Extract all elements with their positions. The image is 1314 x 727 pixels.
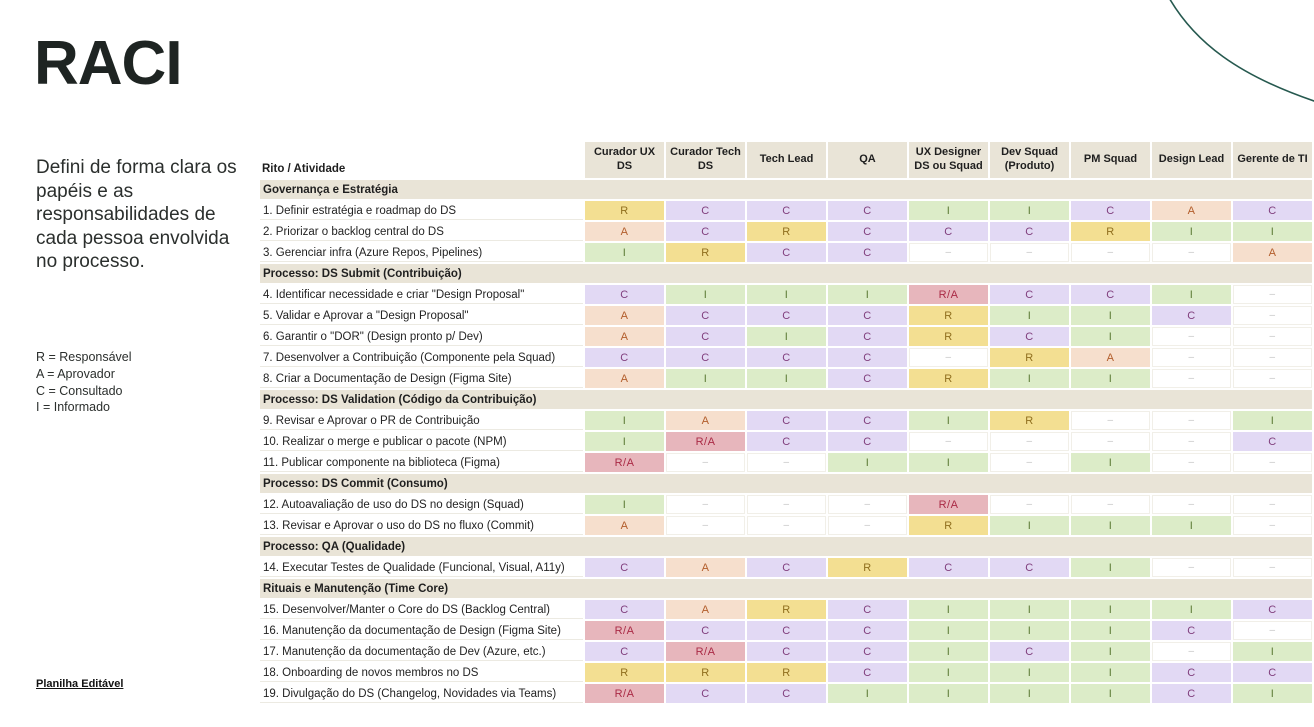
raci-cell: C <box>828 327 907 346</box>
raci-cell: C <box>990 222 1069 241</box>
activity-row <box>260 243 1312 262</box>
column-header-role: UX Designer DS ou Squad <box>909 142 988 178</box>
raci-cell: A <box>1152 201 1231 220</box>
raci-cell: R <box>585 201 664 220</box>
raci-cell: I <box>585 432 664 451</box>
raci-matrix-table <box>258 140 1314 705</box>
raci-cell: C <box>585 348 664 367</box>
raci-cell-empty: – <box>1152 558 1231 577</box>
raci-cell: I <box>990 516 1069 535</box>
legend-item-informado: I = Informado <box>36 400 110 415</box>
raci-cell: C <box>585 558 664 577</box>
raci-cell-empty: – <box>1152 453 1231 472</box>
activity-row <box>260 348 1312 367</box>
raci-cell: I <box>990 684 1069 703</box>
raci-cell: C <box>666 327 745 346</box>
section-label: Governança e Estratégia <box>260 180 1312 199</box>
raci-cell: C <box>828 600 907 619</box>
raci-cell: R <box>666 663 745 682</box>
raci-cell: C <box>1233 600 1312 619</box>
raci-cell: C <box>666 222 745 241</box>
legend-item-responsavel: R = Responsável <box>36 350 132 364</box>
activity-row <box>260 411 1312 430</box>
raci-cell: R/A <box>585 621 664 640</box>
raci-cell: I <box>747 285 826 304</box>
raci-cell: R <box>828 558 907 577</box>
raci-cell-empty: – <box>1152 243 1231 262</box>
raci-cell-empty: – <box>1071 243 1150 262</box>
raci-cell-empty: – <box>1152 411 1231 430</box>
raci-cell-empty: – <box>990 243 1069 262</box>
raci-cell: C <box>1071 285 1150 304</box>
activity-label: 8. Criar a Documentação de Design (Figma Site) <box>260 369 583 388</box>
raci-cell-empty: – <box>909 243 988 262</box>
raci-cell: I <box>909 663 988 682</box>
raci-cell: C <box>666 621 745 640</box>
raci-cell: A <box>666 558 745 577</box>
raci-cell: I <box>1233 684 1312 703</box>
raci-cell: C <box>747 306 826 325</box>
raci-cell-empty: – <box>1152 432 1231 451</box>
raci-cell: I <box>585 411 664 430</box>
raci-cell-empty: – <box>1233 621 1312 640</box>
activity-row <box>260 621 1312 640</box>
raci-table-head <box>260 142 1312 178</box>
raci-cell: I <box>585 495 664 514</box>
raci-cell-empty: – <box>828 495 907 514</box>
raci-cell: I <box>1152 285 1231 304</box>
raci-cell: I <box>909 201 988 220</box>
raci-cell-empty: – <box>1233 516 1312 535</box>
activity-label: 9. Revisar e Aprovar o PR de Contribuição <box>260 411 583 430</box>
section-label: Processo: DS Commit (Consumo) <box>260 474 1312 493</box>
activity-label: 19. Divulgação do DS (Changelog, Novidades via Teams) <box>260 684 583 703</box>
raci-cell: C <box>990 642 1069 661</box>
raci-cell: I <box>909 684 988 703</box>
raci-cell: I <box>909 411 988 430</box>
raci-cell: I <box>1233 411 1312 430</box>
raci-cell: C <box>747 411 826 430</box>
raci-cell: A <box>666 411 745 430</box>
raci-cell: R <box>747 600 826 619</box>
raci-cell: C <box>828 306 907 325</box>
activity-label: 14. Executar Testes de Qualidade (Funcional, Visual, A11y) <box>260 558 583 577</box>
activity-row <box>260 453 1312 472</box>
raci-cell: C <box>747 684 826 703</box>
activity-row <box>260 306 1312 325</box>
page-title: RACI <box>34 29 182 98</box>
raci-cell-empty: – <box>1233 327 1312 346</box>
raci-cell: R/A <box>909 495 988 514</box>
raci-cell: I <box>1071 642 1150 661</box>
raci-cell: A <box>585 327 664 346</box>
raci-cell: C <box>828 348 907 367</box>
activity-label: 2. Priorizar o backlog central do DS <box>260 222 583 241</box>
raci-cell-empty: – <box>747 516 826 535</box>
activity-row <box>260 369 1312 388</box>
raci-cell-empty: – <box>666 453 745 472</box>
raci-cell: I <box>990 306 1069 325</box>
raci-cell: A <box>585 306 664 325</box>
raci-cell: I <box>1152 600 1231 619</box>
activity-label: 5. Validar e Aprovar a "Design Proposal" <box>260 306 583 325</box>
raci-cell: I <box>828 453 907 472</box>
activity-label: 18. Onboarding de novos membros no DS <box>260 663 583 682</box>
raci-cell: I <box>1071 327 1150 346</box>
raci-cell-empty: – <box>990 432 1069 451</box>
activity-row <box>260 495 1312 514</box>
activity-label: 4. Identificar necessidade e criar "Design Proposal" <box>260 285 583 304</box>
column-header-role: Tech Lead <box>747 142 826 178</box>
raci-cell-empty: – <box>1233 285 1312 304</box>
raci-cell: I <box>585 243 664 262</box>
raci-cell: C <box>828 369 907 388</box>
raci-cell: C <box>1233 432 1312 451</box>
activity-row <box>260 222 1312 241</box>
raci-cell-empty: – <box>1233 495 1312 514</box>
raci-cell: I <box>909 621 988 640</box>
activity-label: 1. Definir estratégia e roadmap do DS <box>260 201 583 220</box>
activity-label: 11. Publicar componente na biblioteca (Figma) <box>260 453 583 472</box>
raci-cell-empty: – <box>1233 453 1312 472</box>
activity-label: 16. Manutenção da documentação de Design (Figma Site) <box>260 621 583 640</box>
activity-row <box>260 663 1312 682</box>
column-header-role: PM Squad <box>1071 142 1150 178</box>
raci-cell: R/A <box>585 453 664 472</box>
raci-cell-empty: – <box>1071 411 1150 430</box>
section-label: Rituais e Manutenção (Time Core) <box>260 579 1312 598</box>
editable-sheet-link[interactable]: Planilha Editável <box>36 678 124 690</box>
raci-cell: R <box>666 243 745 262</box>
raci-cell: I <box>1071 621 1150 640</box>
raci-cell-empty: – <box>1071 495 1150 514</box>
raci-cell: C <box>828 201 907 220</box>
raci-cell: C <box>828 411 907 430</box>
raci-cell: C <box>1152 663 1231 682</box>
raci-cell: C <box>828 432 907 451</box>
raci-cell: R <box>909 327 988 346</box>
raci-cell: C <box>666 201 745 220</box>
activity-row <box>260 558 1312 577</box>
column-header-role: Design Lead <box>1152 142 1231 178</box>
raci-cell: C <box>909 558 988 577</box>
section-label: Processo: DS Validation (Código da Contribuição) <box>260 390 1312 409</box>
raci-cell-empty: – <box>1152 369 1231 388</box>
raci-cell-empty: – <box>909 348 988 367</box>
column-header-role: QA <box>828 142 907 178</box>
raci-cell: R <box>747 663 826 682</box>
column-header-activity: Rito / Atividade <box>260 142 583 178</box>
raci-cell: A <box>585 222 664 241</box>
activity-row <box>260 684 1312 703</box>
raci-cell: A <box>1233 243 1312 262</box>
activity-row <box>260 327 1312 346</box>
raci-cell: R/A <box>666 432 745 451</box>
raci-cell: I <box>1233 222 1312 241</box>
raci-cell-empty: – <box>666 495 745 514</box>
raci-cell-empty: – <box>1233 306 1312 325</box>
activity-label: 15. Desenvolver/Manter o Core do DS (Backlog Central) <box>260 600 583 619</box>
activity-row <box>260 285 1312 304</box>
raci-cell: I <box>747 327 826 346</box>
raci-cell: C <box>828 222 907 241</box>
activity-label: 10. Realizar o merge e publicar o pacote (NPM) <box>260 432 583 451</box>
raci-cell-empty: – <box>990 453 1069 472</box>
raci-table-body <box>260 180 1312 703</box>
raci-cell: C <box>990 285 1069 304</box>
raci-cell: I <box>1071 516 1150 535</box>
raci-cell: R <box>747 222 826 241</box>
slide-description: Defini de forma clara os papéis e as responsabilidades de cada pessoa envolvida no processo. <box>36 157 237 273</box>
section-row <box>260 579 1312 598</box>
activity-label: 3. Gerenciar infra (Azure Repos, Pipelines) <box>260 243 583 262</box>
section-row <box>260 390 1312 409</box>
raci-cell: R <box>585 663 664 682</box>
raci-cell: A <box>1071 348 1150 367</box>
section-row <box>260 264 1312 283</box>
activity-row <box>260 642 1312 661</box>
raci-cell-empty: – <box>990 495 1069 514</box>
activity-row <box>260 201 1312 220</box>
raci-cell: C <box>747 201 826 220</box>
raci-cell: I <box>909 600 988 619</box>
raci-cell: C <box>666 306 745 325</box>
raci-cell: C <box>990 558 1069 577</box>
activity-label: 6. Garantir o "DOR" (Design pronto p/ Dev) <box>260 327 583 346</box>
section-label: Processo: DS Submit (Contribuição) <box>260 264 1312 283</box>
raci-cell: I <box>1071 600 1150 619</box>
section-row <box>260 474 1312 493</box>
raci-cell: R <box>909 306 988 325</box>
raci-cell-empty: – <box>909 432 988 451</box>
raci-cell: R <box>909 516 988 535</box>
raci-cell: I <box>909 453 988 472</box>
section-label: Processo: QA (Qualidade) <box>260 537 1312 556</box>
raci-cell: I <box>1071 369 1150 388</box>
raci-cell-empty: – <box>828 516 907 535</box>
activity-label: 12. Autoavaliação de uso do DS no design (Squad) <box>260 495 583 514</box>
raci-cell: C <box>1152 621 1231 640</box>
column-header-role: Gerente de TI <box>1233 142 1312 178</box>
raci-cell: C <box>909 222 988 241</box>
raci-cell: R <box>990 348 1069 367</box>
raci-cell: R <box>990 411 1069 430</box>
raci-cell: R/A <box>666 642 745 661</box>
raci-cell: C <box>747 432 826 451</box>
raci-cell: I <box>828 285 907 304</box>
activity-row <box>260 516 1312 535</box>
raci-cell: C <box>585 600 664 619</box>
raci-cell: C <box>747 348 826 367</box>
raci-cell: C <box>1233 663 1312 682</box>
raci-cell: C <box>828 663 907 682</box>
raci-cell-empty: – <box>1233 369 1312 388</box>
raci-cell: C <box>666 684 745 703</box>
raci-cell: C <box>1152 684 1231 703</box>
raci-cell-empty: – <box>666 516 745 535</box>
raci-cell: I <box>1152 222 1231 241</box>
raci-cell-empty: – <box>1152 348 1231 367</box>
raci-cell: C <box>828 642 907 661</box>
raci-cell: I <box>828 684 907 703</box>
raci-cell: C <box>747 642 826 661</box>
raci-cell: R <box>1071 222 1150 241</box>
raci-cell: C <box>666 348 745 367</box>
activity-row <box>260 432 1312 451</box>
raci-cell: I <box>990 369 1069 388</box>
raci-cell: I <box>990 621 1069 640</box>
raci-cell-empty: – <box>1071 432 1150 451</box>
raci-cell: R/A <box>585 684 664 703</box>
raci-cell: C <box>747 243 826 262</box>
raci-cell: I <box>747 369 826 388</box>
raci-cell-empty: – <box>747 453 826 472</box>
section-row <box>260 180 1312 199</box>
legend-item-aprovador: A = Aprovador <box>36 366 115 381</box>
activity-label: 13. Revisar e Aprovar o uso do DS no fluxo (Commit) <box>260 516 583 535</box>
raci-cell-empty: – <box>1152 642 1231 661</box>
raci-cell: I <box>1071 663 1150 682</box>
raci-cell-empty: – <box>1233 348 1312 367</box>
activity-label: 17. Manutenção da documentação de Dev (Azure, etc.) <box>260 642 583 661</box>
raci-cell: C <box>828 243 907 262</box>
raci-cell: C <box>585 285 664 304</box>
raci-cell: C <box>747 621 826 640</box>
raci-cell: C <box>1071 201 1150 220</box>
activity-row <box>260 600 1312 619</box>
raci-cell: C <box>828 621 907 640</box>
raci-cell: I <box>1071 684 1150 703</box>
raci-cell: I <box>1071 306 1150 325</box>
raci-cell: C <box>747 558 826 577</box>
raci-cell-empty: – <box>1152 327 1231 346</box>
raci-cell: I <box>990 663 1069 682</box>
raci-cell-empty: – <box>1233 558 1312 577</box>
raci-cell: A <box>585 516 664 535</box>
section-row <box>260 537 1312 556</box>
raci-cell: A <box>585 369 664 388</box>
raci-cell: I <box>990 201 1069 220</box>
raci-cell: R <box>909 369 988 388</box>
raci-cell: I <box>1071 453 1150 472</box>
raci-cell: I <box>1152 516 1231 535</box>
raci-cell: R/A <box>909 285 988 304</box>
raci-cell-empty: – <box>747 495 826 514</box>
column-header-role: Curador UX DS <box>585 142 664 178</box>
raci-cell: I <box>666 369 745 388</box>
activity-label: 7. Desenvolver a Contribuição (Componente pela Squad) <box>260 348 583 367</box>
raci-cell: I <box>990 600 1069 619</box>
raci-cell: I <box>1233 642 1312 661</box>
raci-cell: C <box>585 642 664 661</box>
raci-cell: C <box>1152 306 1231 325</box>
raci-cell-empty: – <box>1152 495 1231 514</box>
raci-cell: C <box>1233 201 1312 220</box>
column-header-role: Dev Squad (Produto) <box>990 142 1069 178</box>
legend-item-consultado: C = Consultado <box>36 383 123 398</box>
raci-cell: C <box>990 327 1069 346</box>
raci-legend <box>36 349 132 416</box>
column-header-role: Curador Tech DS <box>666 142 745 178</box>
raci-cell: A <box>666 600 745 619</box>
raci-cell: I <box>666 285 745 304</box>
raci-cell: I <box>909 642 988 661</box>
raci-cell: I <box>1071 558 1150 577</box>
